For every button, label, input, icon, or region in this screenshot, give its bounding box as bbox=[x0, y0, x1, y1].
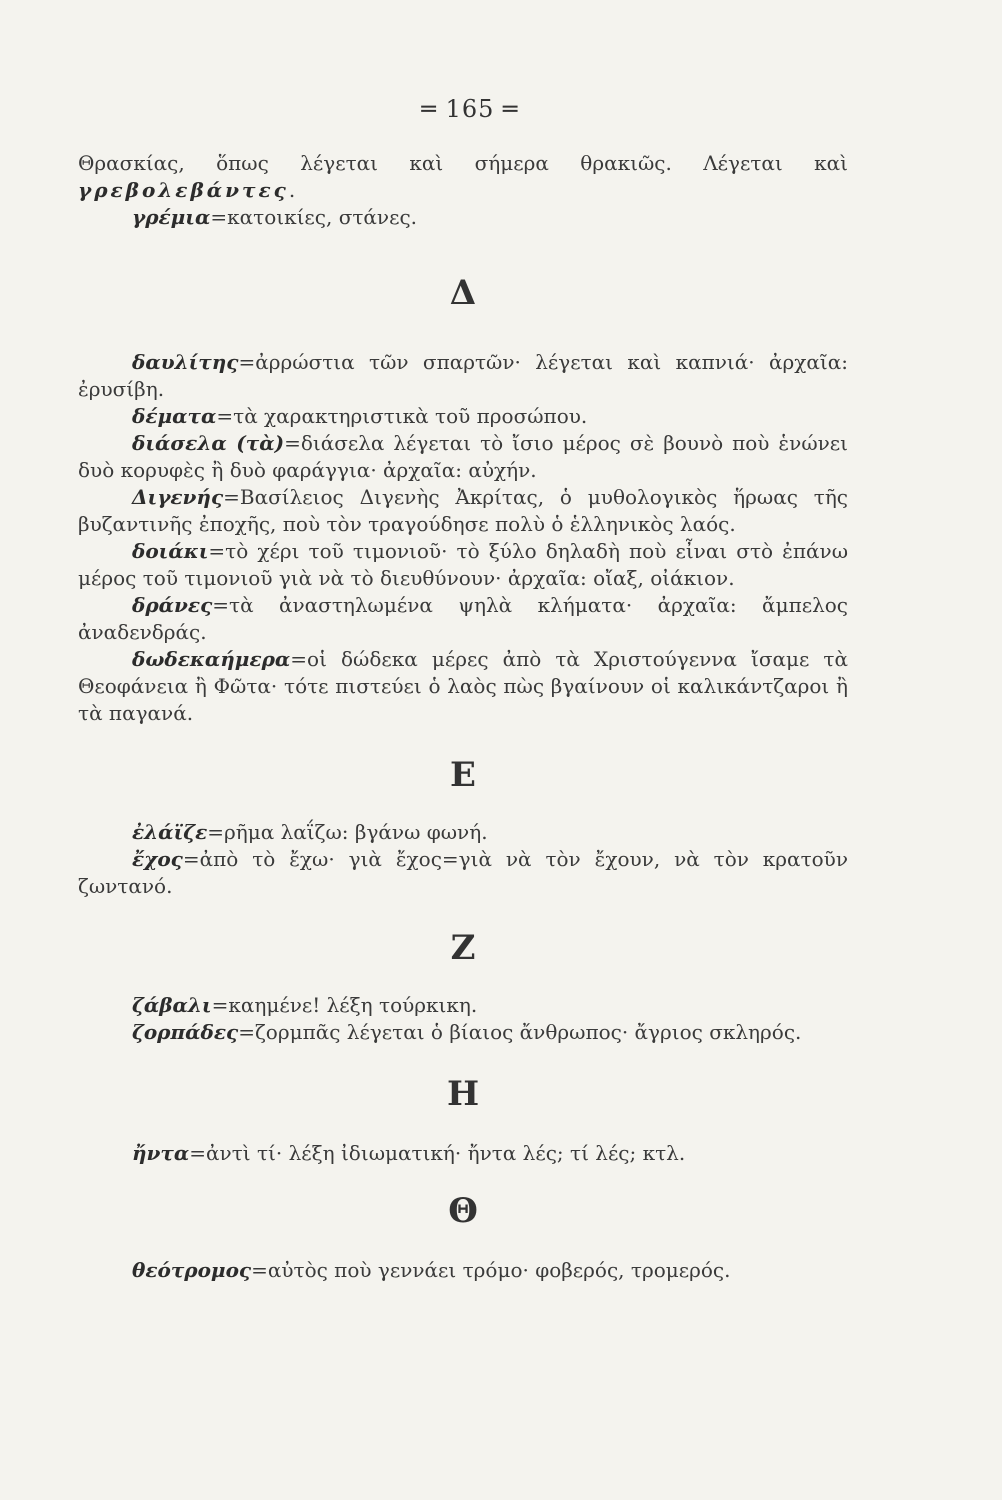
entry-term: δοιάκι bbox=[132, 539, 209, 563]
entry-term: δράνες bbox=[132, 593, 213, 617]
entry-definition: =διάσελα λέγεται τὸ ἴσιο μέρος σὲ βουνὸ ποὺ ἑνώνει δυὸ κορυφὲς ἢ δυὸ φαράγγια· ἀρχαῖα: αὐχήν. bbox=[78, 431, 848, 482]
entry-definition: =κατοικίες, στάνες. bbox=[210, 205, 418, 229]
intro-text-end: . bbox=[288, 178, 296, 202]
section-theta bbox=[78, 1191, 848, 1284]
section-letter-heading: Θ bbox=[448, 1191, 478, 1231]
glossary-entry bbox=[78, 1140, 848, 1167]
glossary-text bbox=[78, 150, 848, 1284]
entry-definition: =ρῆμα λαΐζω: βγάνω φωνή. bbox=[207, 820, 488, 844]
entry-definition: =ἀρρώστια τῶν σπαρτῶν· λέγεται καὶ καπνιά· ἀρχαῖα: ἐρυσίβη. bbox=[78, 350, 848, 401]
entry-definition: =ἀντὶ τί· λέξη ἰδιωματική· ἤντα λές; τί λές; κτλ. bbox=[189, 1141, 686, 1165]
glossary-entry bbox=[78, 592, 848, 646]
section-delta bbox=[78, 273, 848, 727]
section-letter-heading: Η bbox=[446, 1074, 480, 1114]
entry-definition: =αὐτὸς ποὺ γεννάει τρόμο· φοβερός, τρομερός. bbox=[251, 1258, 731, 1282]
intro-spaced-word: γρεβολεβάντες bbox=[78, 178, 289, 202]
entry-term: ζάβαλι bbox=[132, 993, 212, 1017]
section-zeta bbox=[78, 928, 848, 1046]
glossary-entry bbox=[78, 538, 848, 592]
entry-term: ἐλάϊζε bbox=[132, 820, 208, 844]
entry-term: δαυλίτης bbox=[132, 350, 239, 374]
entry-term: γρέμια bbox=[132, 205, 211, 229]
entry-definition: =ἀπὸ τὸ ἔχω· γιὰ ἔχος=γιὰ νὰ τὸν ἔχουν, νὰ τὸν κρατοῦν ζωντανό. bbox=[78, 847, 848, 898]
glossary-entry bbox=[78, 646, 848, 727]
entry-definition: =τὰ ἀναστηλωμένα ψηλὰ κλήματα· ἀρχαῖα: ἄμπελος ἀναδενδράς. bbox=[78, 593, 848, 644]
glossary-entry bbox=[78, 992, 848, 1019]
entry-definition: =καημένε! λέξη τούρκικη. bbox=[211, 993, 478, 1017]
glossary-entry bbox=[78, 484, 848, 538]
entry-term: δωδεκαήμερα bbox=[132, 647, 291, 671]
glossary-entry bbox=[78, 430, 848, 484]
entry-term: διάσελα (τὰ) bbox=[132, 431, 285, 455]
section-letter-heading: Ζ bbox=[450, 928, 476, 968]
entry-definition: =Βασίλειος Διγενὴς Ἀκρίτας, ὁ μυθολογικὸς ἥρωας τῆς βυζαντινῆς ἐποχῆς, ποὺ τὸν τραγούδησε πολὺ ὁ ἑλληνικὸς λαός. bbox=[78, 485, 848, 536]
entry-term: δέματα bbox=[132, 404, 217, 428]
entry-term: Διγενής bbox=[132, 485, 224, 509]
glossary-entry bbox=[78, 403, 848, 430]
entry-definition: =ζορμπᾶς λέγεται ὁ βίαιος ἄνθρωπος· ἄγριος σκληρός. bbox=[238, 1020, 802, 1044]
entry-term: ἤντα bbox=[132, 1141, 190, 1165]
glossary-entry bbox=[78, 1257, 848, 1284]
entry-term: ἔχος bbox=[132, 847, 183, 871]
section-epsilon bbox=[78, 755, 848, 900]
section-letter-heading: Ε bbox=[450, 755, 476, 795]
glossary-entry bbox=[78, 204, 848, 231]
intro-text: Θρασκίας, ὅπως λέγεται καὶ σήμερα θρακιῶς. Λέγεται καὶ bbox=[78, 151, 848, 175]
glossary-entry bbox=[78, 349, 848, 403]
entry-term: θεότρομος bbox=[132, 1258, 252, 1282]
intro-paragraph bbox=[78, 150, 848, 204]
glossary-entry bbox=[78, 819, 848, 846]
entry-definition: =τὰ χαρακτηριστικὰ τοῦ προσώπου. bbox=[216, 404, 588, 428]
entry-definition: =οἱ δώδεκα μέρες ἀπὸ τὰ Χριστούγεννα ἴσαμε τὰ Θεοφάνεια ἢ Φῶτα· τότε πιστεύει ὁ λαὸς πὼς βγαίνουν οἱ καλικάντζαροι ἢ τὰ παγανά. bbox=[78, 647, 848, 725]
section-eta bbox=[78, 1074, 848, 1167]
entry-term: ζορπάδες bbox=[132, 1020, 239, 1044]
section-letter-heading: Δ bbox=[449, 273, 477, 313]
glossary-entry bbox=[78, 846, 848, 900]
glossary-entry bbox=[78, 1019, 848, 1046]
entry-definition: =τὸ χέρι τοῦ τιμονιοῦ· τὸ ξύλο δηλαδὴ ποὺ εἶναι στὸ ἐπάνω μέρος τοῦ τιμονιοῦ γιὰ νὰ τὸ διευθύνουν· ἀρχαῖα: οἴαξ, οἰάκιον. bbox=[78, 539, 848, 590]
page-number: ═ 165 ═ bbox=[421, 95, 519, 123]
